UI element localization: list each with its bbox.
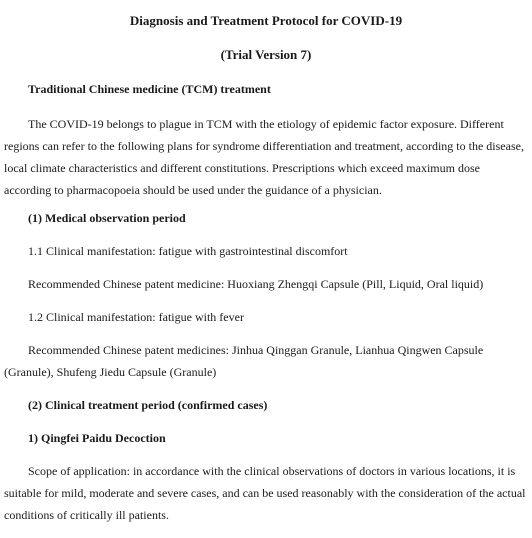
scope-paragraph: Scope of application: in accordance with the clinical observations of doctors in various locations, it is suitable for mild, moderate and severe cases, and can be used reasonably with the consideration of the actual conditions of critically ill patients. — [4, 464, 526, 522]
document-title: Diagnosis and Treatment Protocol for COVID-19 — [129, 13, 403, 28]
period1-heading: (1) Medical observation period — [28, 211, 186, 225]
intro-paragraph: The COVID-19 belongs to plague in TCM with the etiology of epidemic factor exposure. Different regions can refer to the following plans for syndrome differentiation and treatment, according to the disease, local climate characteristics and different constitutions. Prescriptions which exceed maximum dose according to pharmacopoeia should be used under the guidance of a physician. — [4, 117, 524, 197]
period2-heading: (2) Clinical treatment period (confirmed cases) — [28, 398, 268, 412]
document-subtitle: (Trial Version 7) — [220, 47, 312, 62]
item-1-1: 1.1 Clinical manifestation: fatigue with gastrointestinal discomfort — [28, 244, 348, 258]
item-1-1-recommendation: Recommended Chinese patent medicine: Huoxiang Zhengqi Capsule (Pill, Liquid, Oral liquid) — [28, 277, 484, 291]
decoction-heading: 1) Qingfei Paidu Decoction — [28, 431, 166, 445]
section-heading-tcm: Traditional Chinese medicine (TCM) treatment — [28, 82, 271, 96]
item-1-2-recommendation: Recommended Chinese patent medicines: Jinhua Qinggan Granule, Lianhua Qingwen Capsule (Granule), Shufeng Jiedu Capsule (Granule) — [4, 343, 484, 379]
item-1-2: 1.2 Clinical manifestation: fatigue with fever — [28, 310, 244, 324]
